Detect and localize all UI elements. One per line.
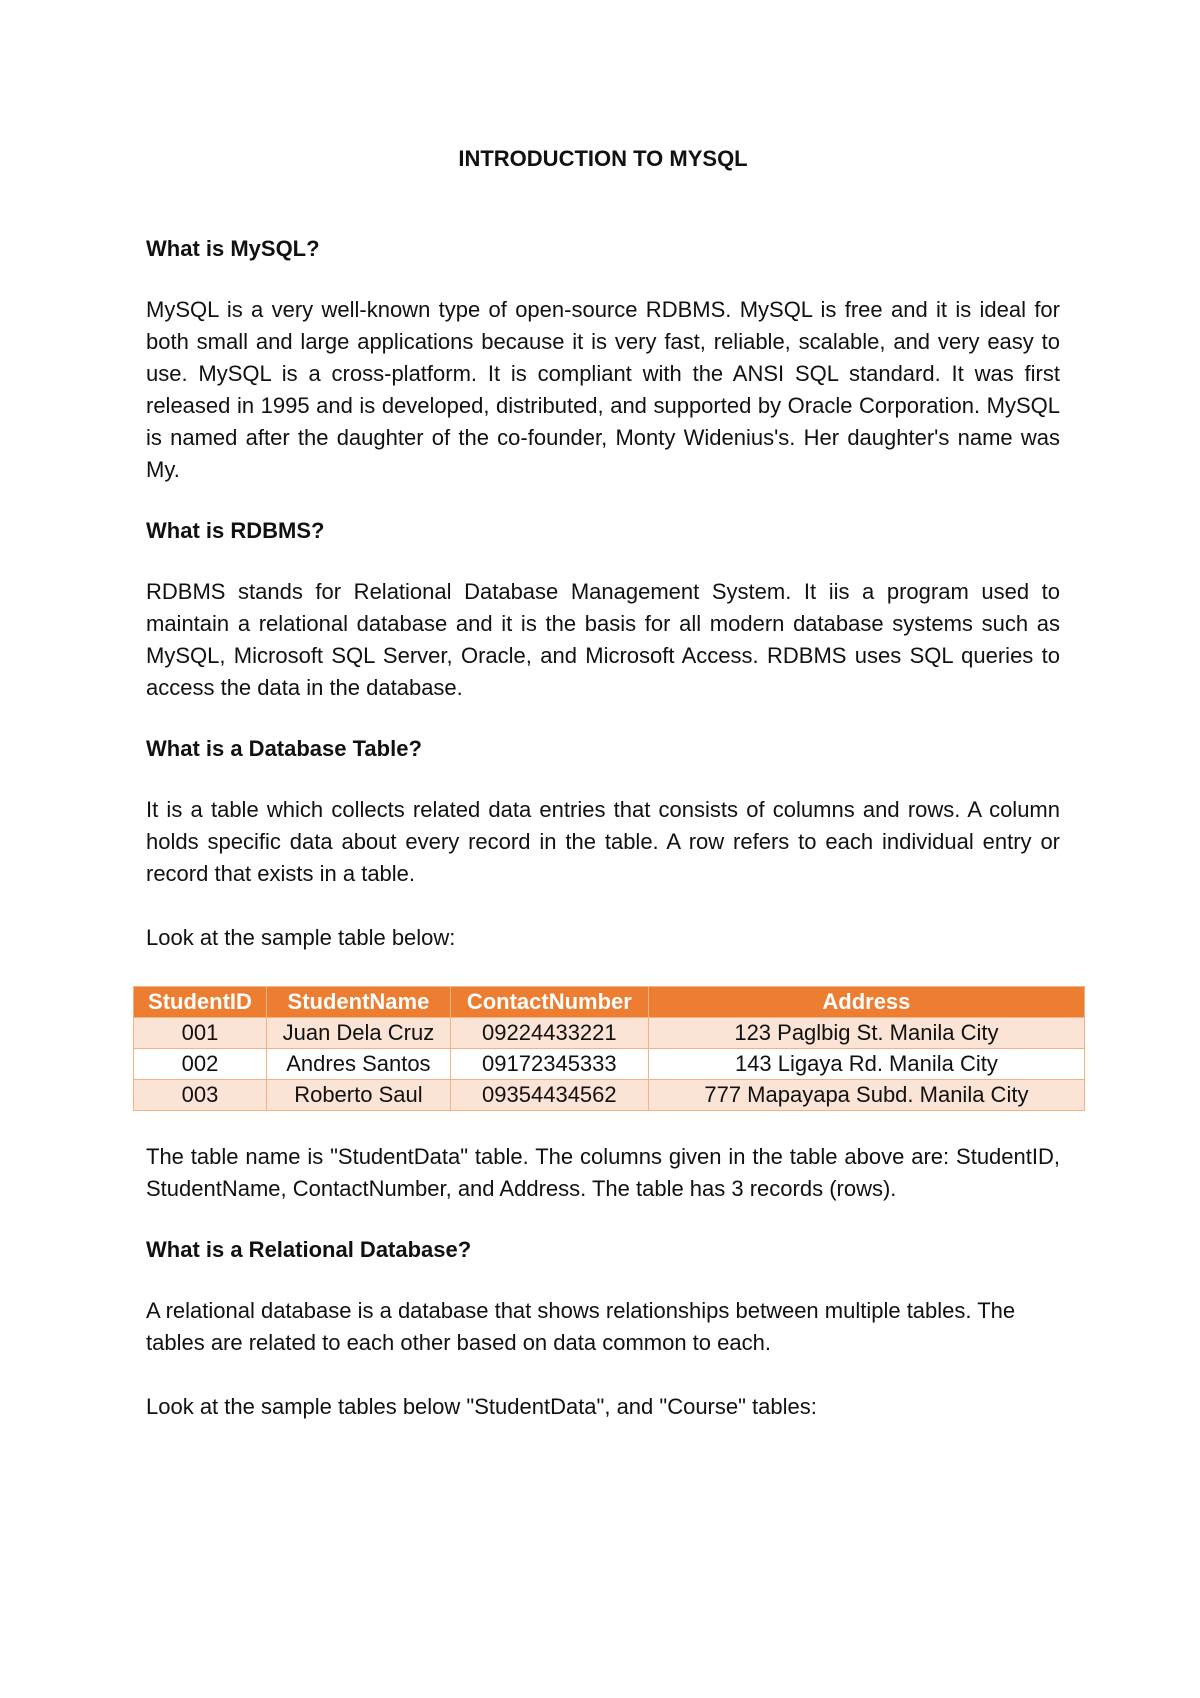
cell-student-name: Juan Dela Cruz xyxy=(266,1018,450,1049)
heading-relational-database: What is a Relational Database? xyxy=(146,1237,472,1262)
table-header-row xyxy=(134,987,1085,1018)
paragraph-sample-table-lead: Look at the sample table below: xyxy=(146,925,456,950)
table-row xyxy=(134,1080,1085,1111)
paragraph-mysql: MySQL is a very well-known type of open-source RDBMS. MySQL is free and it is ideal for both small and large applications because it is very fast, reliable, scalable, and very easy to use. MySQL is a cross-platform. It is compliant with the ANSI SQL standard. It was first released in 1995 and is developed, distributed, and supported by Oracle Corporation. MySQL is named after the daughter of the co-founder, Monty Widenius's. Her daughter's name was My. xyxy=(146,297,1060,482)
cell-student-id: 003 xyxy=(134,1080,267,1111)
cell-contact-number: 09224433221 xyxy=(450,1018,648,1049)
paragraph-rdbms: RDBMS stands for Relational Database Management System. It iis a program used to maintain a relational database and it is the basis for all modern database systems such as MySQL, Microsoft SQL Server, Oracle, and Microsoft Access. RDBMS uses SQL queries to access the data in the database. xyxy=(146,579,1060,700)
cell-student-id: 001 xyxy=(134,1018,267,1049)
cell-student-name: Andres Santos xyxy=(266,1049,450,1080)
cell-contact-number: 09354434562 xyxy=(450,1080,648,1111)
table-row xyxy=(134,1018,1085,1049)
cell-address: 123 Paglbig St. Manila City xyxy=(648,1018,1084,1049)
paragraph-table-description: The table name is "StudentData" table. The columns given in the table above are: StudentID, StudentName, ContactNumber, and Address. The table has 3 records (rows). xyxy=(146,1144,1060,1201)
header-student-name: StudentName xyxy=(266,987,450,1018)
document-page xyxy=(146,130,1060,1455)
cell-address: 777 Mapayapa Subd. Manila City xyxy=(648,1080,1084,1111)
cell-student-name: Roberto Saul xyxy=(266,1080,450,1111)
paragraph-sample-tables-lead: Look at the sample tables below "StudentData", and "Course" tables: xyxy=(146,1394,817,1419)
cell-address: 143 Ligaya Rd. Manila City xyxy=(648,1049,1084,1080)
header-student-id: StudentID xyxy=(134,987,267,1018)
document-title: INTRODUCTION TO MYSQL xyxy=(458,146,748,171)
paragraph-relational-database: A relational database is a database that shows relationships between multiple tables. The tables are related to each other based on data common to each. xyxy=(146,1298,1016,1355)
paragraph-database-table: It is a table which collects related data entries that consists of columns and rows. A column holds specific data about every record in the table. A row refers to each individual entry or record that exists in a table. xyxy=(146,797,1060,886)
heading-what-is-rdbms: What is RDBMS? xyxy=(146,518,325,543)
cell-student-id: 002 xyxy=(134,1049,267,1080)
header-contact-number: ContactNumber xyxy=(450,987,648,1018)
cell-contact-number: 09172345333 xyxy=(450,1049,648,1080)
heading-database-table: What is a Database Table? xyxy=(146,736,422,761)
header-address: Address xyxy=(648,987,1084,1018)
heading-what-is-mysql: What is MySQL? xyxy=(146,236,320,261)
student-data-table xyxy=(133,986,1085,1111)
table-row xyxy=(134,1049,1085,1080)
